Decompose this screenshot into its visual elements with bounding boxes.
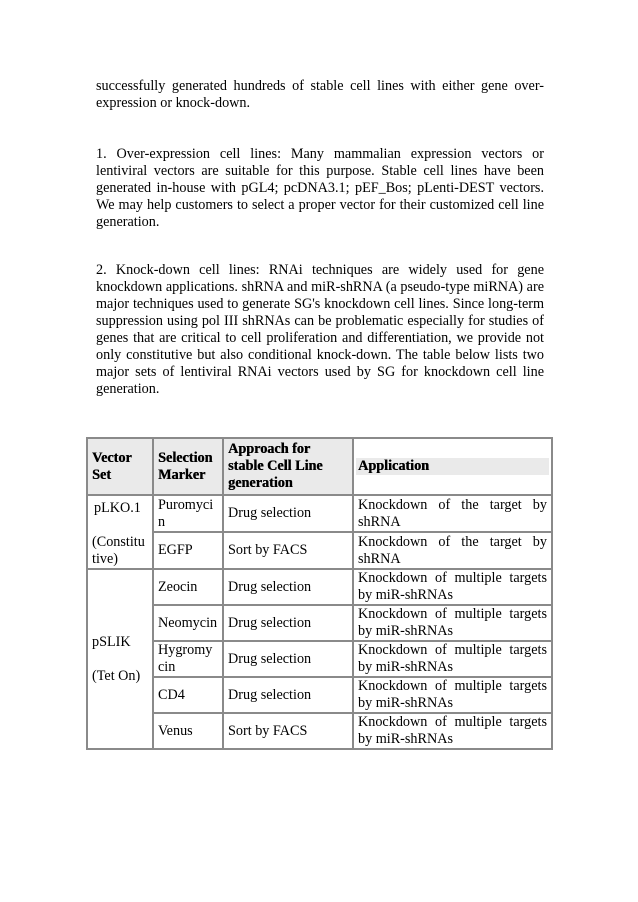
marker-cell: CD4 — [153, 677, 223, 713]
header-vector-set: Vector Set — [87, 438, 153, 495]
marker-cell: Puromycin — [153, 495, 223, 532]
paragraph-knockdown: 2. Knock-down cell lines: RNAi techniques are widely used for gene knockdown applications. shRNA and miR-shRNA (a pseudo-type miRNA) are major techniques used to generate SG's knockdown cell lines. Since long-term suppression using pol III shRNAs can be problematic especially for studies of genes that are critical to cell proliferation and differentiation, we provide not only constitutive but also conditional knock-down. The table below lists two major sets of lentiviral RNAi vectors used by SG for knockdown cell line generation. — [96, 262, 544, 397]
table-row — [87, 677, 552, 713]
application-cell: Knockdown of multiple targets by miR-shRNAs — [353, 641, 552, 677]
approach-cell: Sort by FACS — [223, 532, 353, 569]
vector-mode: (Tet On) — [92, 667, 141, 684]
application-cell: Knockdown of multiple targets by miR-shRNAs — [353, 713, 552, 749]
vector-name: pSLIK — [92, 633, 131, 650]
vector-cell-pslik — [87, 569, 153, 749]
vector-mode: (Constitutive) — [92, 534, 145, 567]
marker-cell: Neomycin — [153, 605, 223, 641]
marker-cell: Venus — [153, 713, 223, 749]
application-cell: Knockdown of multiple targets by miR-shRNAs — [353, 569, 552, 605]
approach-cell: Sort by FACS — [223, 713, 353, 749]
approach-cell: Drug selection — [223, 605, 353, 641]
marker-cell: Hygromycin — [153, 641, 223, 677]
vector-name: pLKO.1 — [94, 500, 141, 516]
application-cell: Knockdown of multiple targets by miR-shRNAs — [353, 605, 552, 641]
paragraph-overexpression: 1. Over-expression cell lines: Many mammalian expression vectors or lentiviral vectors are suitable for this purpose. Stable cell lines have been generated in-house with pGL4; pcDNA3.1; pEF_Bos; pLenti-DEST vectors. We may help customers to select a proper vector for their customized cell line generation. — [96, 146, 544, 230]
approach-cell: Drug selection — [223, 569, 353, 605]
header-approach: Approach for stable Cell Line generation — [223, 438, 353, 495]
table-row — [87, 641, 552, 677]
table-row — [87, 495, 552, 532]
application-cell: Knockdown of the target by shRNA — [353, 495, 552, 532]
table-row — [87, 569, 552, 605]
vector-table — [86, 437, 553, 750]
paragraph-intro: successfully generated hundreds of stable cell lines with either gene over-expression or knock-down. — [96, 78, 544, 111]
approach-cell: Drug selection — [223, 495, 353, 532]
application-cell: Knockdown of multiple targets by miR-shRNAs — [353, 677, 552, 713]
marker-cell: EGFP — [153, 532, 223, 569]
vector-cell-plko — [87, 495, 153, 569]
approach-cell: Drug selection — [223, 677, 353, 713]
marker-cell: Zeocin — [153, 569, 223, 605]
header-selection-marker: Selection Marker — [153, 438, 223, 495]
application-cell: Knockdown of the target by shRNA — [353, 532, 552, 569]
table-header-row — [87, 438, 552, 495]
table-row — [87, 532, 552, 569]
table-row — [87, 713, 552, 749]
table-row — [87, 605, 552, 641]
header-application: Application — [353, 438, 552, 495]
approach-cell: Drug selection — [223, 641, 353, 677]
